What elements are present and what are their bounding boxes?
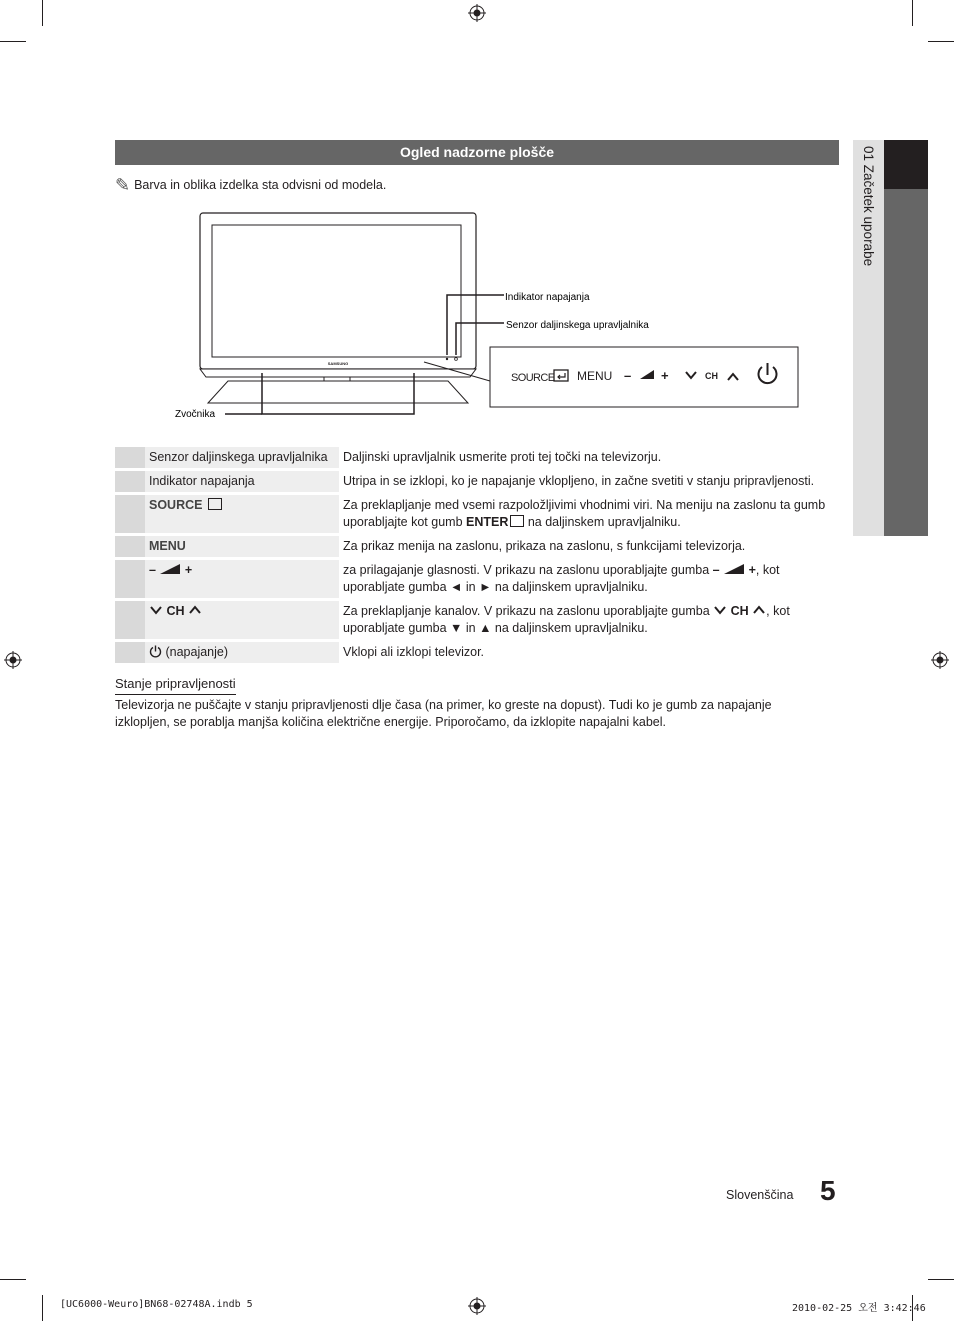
- label-power-indicator: Indikator napajanja: [505, 292, 590, 303]
- crop-mark: [42, 1295, 43, 1321]
- row-label: Indikator napajanja: [145, 471, 339, 492]
- table-row: [115, 642, 839, 663]
- row-label: [145, 495, 339, 533]
- chevron-up-icon: [188, 605, 202, 615]
- row-label: Senzor daljinskega upravljalnika: [145, 447, 339, 468]
- volume-icon: [159, 563, 181, 575]
- tv-front-diagram: [170, 205, 820, 430]
- side-tab-label: 01 Začetek uporabe: [861, 146, 876, 267]
- row-description: Daljinski upravljalnik usmerite proti tej točki na televizorju.: [343, 450, 662, 464]
- footer-language: Slovenščina: [726, 1188, 794, 1202]
- vol-plus-label: +: [184, 563, 193, 577]
- power-icon: [149, 645, 162, 658]
- side-tab-grey-block: [884, 189, 928, 536]
- table-row: [115, 471, 839, 492]
- row-description: za prilagajanje glasnosti. V prikazu na zaslonu uporabljajte gumba – +, kot uporabljate gumba ◄ in ► na daljinskem upravljalniku.: [343, 563, 780, 594]
- crop-mark: [928, 1279, 954, 1280]
- pencil-note-icon: ✎: [115, 175, 131, 195]
- volume-icon: [723, 563, 745, 575]
- registration-mark-icon: [4, 651, 22, 669]
- page-number: 5: [820, 1175, 836, 1206]
- crop-mark: [42, 0, 43, 26]
- row-description: Utripa in se izklopi, ko je napajanje vklopljeno, in začne svetiti v stanju pripravljenosti.: [343, 474, 815, 488]
- note-text: Barva in oblika izdelka sta odvisni od modela.: [134, 178, 387, 192]
- table-row: [115, 560, 839, 598]
- table-row: [115, 447, 839, 468]
- chevron-down-icon: [149, 605, 163, 615]
- tv-stand-base: [208, 381, 468, 403]
- enter-icon: [208, 498, 222, 510]
- registration-mark-icon: [468, 4, 486, 22]
- crop-mark: [0, 1279, 26, 1280]
- panel-ch-label: CH: [705, 371, 718, 381]
- source-label: SOURCE: [149, 498, 203, 512]
- panel-source-label: SOURCE: [511, 372, 555, 384]
- table-row: [115, 601, 839, 639]
- tv-screen: [212, 225, 461, 357]
- row-description: Za prikaz menija na zaslonu, prikaza na zaslonu, s funkcijami televizorja.: [343, 539, 746, 553]
- row-label: (napajanje): [145, 642, 339, 663]
- table-row: [115, 536, 839, 557]
- enter-icon: [510, 515, 524, 527]
- section-header: Ogled nadzorne plošče: [115, 140, 839, 165]
- standby-text: Televizorja ne puščajte v stanju pripravljenosti dlje časa (na primer, ko greste na dopust). Tudi ko je gumb za napajanje izklopljen, se porablja manjša količina električne energije. Priporočamo, da izklopite napajalni kabel.: [115, 698, 772, 729]
- crop-mark: [0, 41, 26, 42]
- chevron-down-icon: [713, 605, 727, 615]
- row-label: [145, 560, 339, 598]
- label-speakers: Zvočnika: [175, 409, 216, 420]
- row-label: MENU: [145, 536, 339, 557]
- label-remote-sensor: Senzor daljinskega upravljalnika: [506, 320, 649, 331]
- row-label: [145, 601, 339, 639]
- panel-menu-label: MENU: [577, 369, 613, 383]
- row-description: Za preklapljanje kanalov. V prikazu na zaslonu uporabljajte gumba CH , kot uporabljate gumba ▼ in ▲ na daljinskem upravljalniku.: [343, 604, 790, 635]
- vol-minus-label: –: [149, 563, 156, 577]
- row-description: Za preklapljanje med vsemi razpoložljivimi vhodnimi viri. Na meniju na zaslonu ta gumb uporabljajte kot gumb ENTER na daljinskem upravljalniku.: [343, 498, 826, 529]
- control-panel-table: [115, 444, 839, 666]
- standby-title: Stanje pripravljenosti: [115, 675, 236, 695]
- panel-vol-plus: +: [661, 368, 669, 383]
- registration-mark-icon: [931, 651, 949, 669]
- side-tab-dark-block: [884, 140, 928, 189]
- table-row: [115, 495, 839, 533]
- print-slug-left: [UC6000-Weuro]BN68-02748A.indb 5: [60, 1299, 253, 1310]
- chevron-up-icon: [752, 605, 766, 615]
- ch-label: CH: [166, 604, 185, 618]
- crop-mark: [928, 41, 954, 42]
- registration-mark-icon: [468, 1297, 486, 1315]
- tv-bottom-frame: [200, 369, 476, 377]
- tv-brand-logo: SAMSUNG: [327, 361, 349, 366]
- panel-vol-minus: –: [624, 368, 632, 383]
- note: [115, 176, 386, 194]
- row-description: Vklopi ali izklopi televizor.: [343, 645, 485, 659]
- crop-mark: [912, 0, 913, 26]
- power-indicator-dot: [446, 358, 448, 360]
- print-slug-right: 2010-02-25 오전 3:42:46: [792, 1303, 926, 1314]
